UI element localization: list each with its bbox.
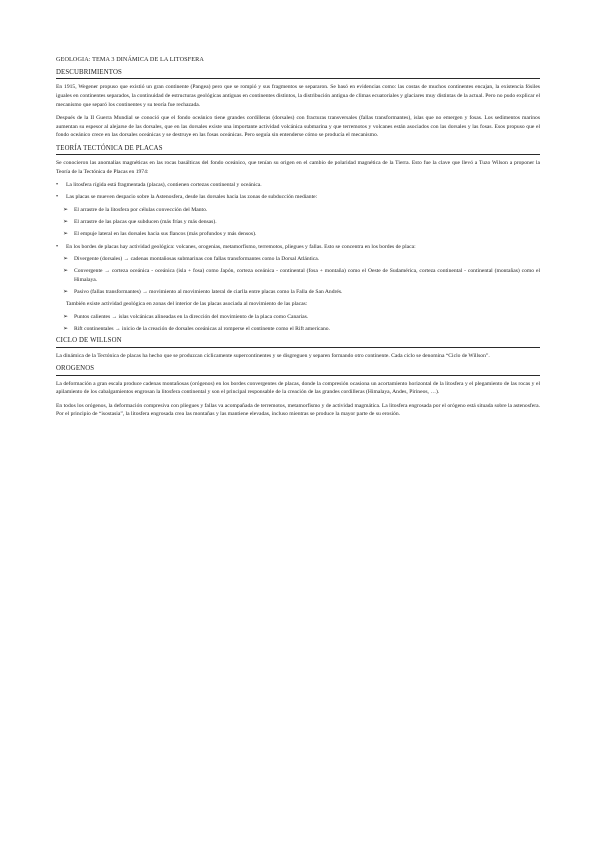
bullet-icon: • — [56, 194, 59, 201]
sub-list-item — [56, 325, 540, 334]
arrow-bullet-icon: ➢ — [63, 218, 69, 225]
list-item-text: La litosfera rígida está fragmentada (placas), contienen cortezas continental y oceánica. — [66, 182, 262, 189]
list-item-text: Las placas se mueven despacio sobre la Astenosfera, desde las dorsales hacia las zonas de subducción mediante: — [66, 194, 318, 201]
section-heading-tectonica: TEORÍA TECTÓNICA DE PLACAS — [56, 145, 540, 156]
arrow-bullet-icon: ➢ — [63, 255, 69, 262]
section-heading-orogenos: OROGENOS — [56, 365, 540, 376]
sub-list-item-text: Convergente → corteza oceánica - oceánica (isla + fosa) como Japón, corteza oceánica - continental (fosa + montaña) como el Oeste de Sudamérica, corteza continental - continental (montañas) como el Himalaya. — [74, 268, 540, 283]
section-heading-ciclo-willson: CICLO DE WILLSON — [56, 337, 540, 348]
arrow-bullet-icon: ➢ — [63, 231, 69, 238]
sub-list-item — [56, 255, 540, 264]
sub-list-item — [56, 267, 540, 284]
sub-list-item — [56, 206, 540, 215]
paragraph: La dinámica de la Tectónica de placas ha hecho que se produzcan cíclicamente supercontinentes y se disgreguen y separen formando otro continente. Cada ciclo se denomina “Ciclo de Willson”. — [56, 352, 490, 359]
list-item — [56, 243, 540, 252]
bullet-icon: • — [56, 243, 59, 250]
sub-list — [56, 313, 540, 334]
sub-list-item — [56, 288, 540, 297]
sub-list-item-text: Rift continentales → inicio de la creación de dorsales oceánicas al romperse el continente como el Rift americano. — [74, 325, 330, 332]
bullet-icon: • — [56, 182, 59, 189]
sub-list-item — [56, 313, 540, 322]
paragraph: En 1915, Wegener propuso que existió un gran continente (Pangea) pero que se rompió y sus fragmentos se separaron. Se basó en evidencias como: las costas de muchos continentes encajan, la existencia fósiles iguales en continentes separados, la continuidad de estructuras geológicas antiguas en continentes distintos, la distribución antigua de climas ecuatoriales y glaciares muy distintas de la actual. Pero no pudo explicar el mecanismo que separó los continentes y su teoría fue rechazada. — [56, 84, 540, 108]
sub-list-item — [56, 230, 540, 239]
arrow-bullet-icon: ➢ — [63, 325, 69, 332]
paragraph: También existe actividad geológica en zonas del interior de las placas asociada al movimiento de las placas: — [66, 301, 308, 308]
arrow-bullet-icon: ➢ — [63, 206, 69, 213]
arrow-bullet-icon: ➢ — [63, 268, 69, 275]
page-title: GEOLOGIA: TEMA 3 DINÁMICA DE LA LITOSFERA — [56, 56, 204, 63]
paragraph: Después de la II Guerra Mundial se conoció que el fondo oceánico tiene grandes cordilleras (dorsales) con fracturas transversales (fallas transformantes), islas que no emergen y fosas. Los sedimentos marinos aumentan su espesor al alejarse de las dorsales, que en las dorsales existe una importante actividad volcánica submarina y que terremotos y volcanes están asociados con las dorsales y las fosas. Esos propuso que el fondo oceánico crece en las dorsales oceánicas y se destruye en las fosas oceánicas. Pero seguía sin entenderse cómo se producía el mecanismo. — [56, 115, 540, 139]
sub-list-item-text: Pasivo (fallas transformantes) → movimiento al movimiento lateral de ciarlla entre placas como la Falla de San Andrés. — [74, 289, 343, 296]
sub-list-item-text: El empuje lateral en las dorsales hacia sus flancos (más profundos y más densos). — [74, 231, 257, 238]
sub-list-item-text: El arrastre de la litosfera por células convección del Manto. — [74, 206, 208, 213]
paragraph: En todos los orógenos, la deformación compresiva con pliegues y fallas va acompañada de terremotos, metamorfismo y de actividad magmática. La litosfera engrosada por el orógeno está situada sobre la astenosfera. Por el principio de “isostasia”, la litosfera engrosada crea las montañas y las mantiene elevadas, incluso mientras se produce la mayor parte de su erosión. — [56, 402, 540, 418]
list-item-text: En los bordes de placas hay actividad geológica: volcanes, orogenias, metamorfismo, terremotos, pliegues y fallas. Esto se concentra en los bordes de placa: — [66, 243, 416, 250]
sub-list-item-text: Puntos calientes → islas volcánicas alineadas en la dirección del movimiento de la placa como Canarias. — [74, 313, 309, 320]
list-item — [56, 181, 540, 190]
paragraph: Se conocieron las anomalías magnéticas en las rocas basálticas del fondo oceánico, que tenían su origen en el cambio de polaridad magnética de la Tierra. Esto fue la clave que llevó a Tuzo Wilson a proponer la Teoría de la Tectónica de Placas en 1974: — [56, 160, 540, 176]
sub-list-item — [56, 218, 540, 227]
paragraph: La deformación a gran escala produce cadenas montañosas (orógenos) en los bordes convergentes de placas, donde la compresión ocasiona un acortamiento horizontal de la litosfera y el plegamiento de las rocas y el apilamiento de los cabalgamientos engrosan la litosfera continental y son el principal responsable de la creación de las grandes cordilleras (Himalaya, Andes, Pirineos, …). — [56, 380, 540, 396]
sub-list-item-text: Divergente (dorsales) → cadenas montañosas submarinas con fallas transformantes como la Dorsal Atlántica. — [74, 255, 320, 262]
arrow-bullet-icon: ➢ — [63, 313, 69, 320]
section-heading-descubrimientos: DESCUBRIMIENTOS — [56, 69, 540, 80]
document-content — [56, 56, 540, 424]
bullet-list — [56, 181, 540, 297]
list-item — [56, 193, 540, 202]
arrow-bullet-icon: ➢ — [63, 289, 69, 296]
sub-list-item-text: El arrastre de las placas que subducen (más frías y más densas). — [74, 218, 217, 225]
